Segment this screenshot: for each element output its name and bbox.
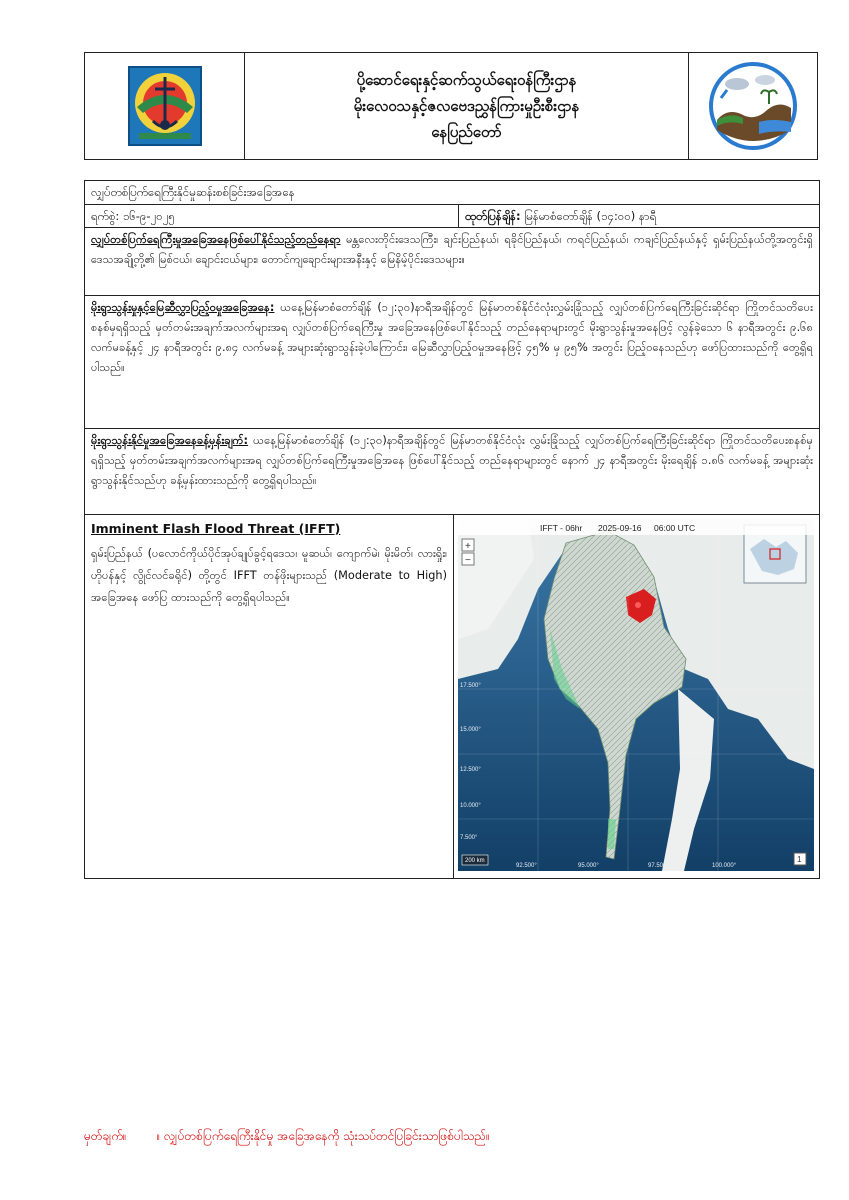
areas-section: [85, 228, 819, 296]
lat-label: 10.000°: [460, 803, 481, 809]
note-text: ။ လျှပ်တစ်ပြက်ရေကြီးနိုင်မှု အခြေအနေကို သုံးသပ်တင်ပြခြင်းသာဖြစ်ပါသည်။: [156, 1129, 490, 1143]
threat-spot: [635, 602, 641, 608]
areas-text: မန္တလေးတိုင်းဒေသကြီး၊ ချင်းပြည်နယ်၊ ရခိုင်ပြည်နယ်၊ ကရင်ပြည်နယ်၊ ကချင်ပြည်နယ်နှင့် ရှမ်းပြည်နယ်တို့အတွင်းရှိ ဒေသအချို့တို့၏ မြစ်ငယ်၊ ချောင်းငယ်များ၊ တောင်ကျချောင်းများအနီးနှင့် မြေနိမ့်ပိုင်းဒေသများ။: [91, 233, 813, 266]
scale-label: 200 km: [465, 858, 485, 864]
map-time: 06:00 UTC: [654, 523, 696, 533]
lat-label: 15.000°: [460, 727, 481, 733]
corner-badge: 1: [797, 855, 802, 864]
report-title: လျှပ်တစ်ပြက်ရေကြီးနိုင်မှုဆန်းစစ်ခြင်းအခြေအနေ: [91, 185, 295, 199]
ifft-text: ရှမ်းပြည်နယ် (ပလောင်ကိုယ်ပိုင်အုပ်ချုပ်ခွင့်ရဒေသ၊ မူဆယ်၊ ကျောက်မဲ၊ မိုးမိတ်၊ လားရှိုး၊ ဟိုပန်နှင့် လွိုင်လင်ခရိုင်) တို့တွင် IFFT တန်ဖိုးများသည် (Moderate to High) အခြေအနေ ဖော်ပြ ထားသည်ကို တွေ့ရှိရပါသည်။: [91, 547, 447, 604]
ifft-map-cell: [454, 515, 819, 878]
areas-heading: လျှပ်တစ်ပြက်ရေကြီးမှုအခြေအနေဖြစ်ပေါ်နိုင်သည့်တည်နေရာ: [91, 233, 341, 246]
header-title-block: [245, 53, 688, 159]
lon-label: 95.000°: [578, 863, 599, 869]
forecast-heading: မိုးရွာသွန်းနိုင်မှုအခြေအနေခန့်မှန်းချက်:: [91, 434, 249, 447]
department-name: မိုးလေဝသနှင့်ဇလဗေဒညွှန်ကြားမှုဦးစီးဌာန: [353, 97, 580, 115]
hydro-logo-cell: [688, 53, 817, 159]
issue-time-label: ထုတ်ပြန်ချိန်:: [465, 208, 521, 223]
issue-time-value: မြန်မာစံတော်ချိန် (၁၄:၀၀) နာရီ: [524, 208, 657, 223]
ifft-section: [85, 515, 819, 878]
rain-heading: မိုးရွာသွန်းမှုနှင့်မြေဆီလွှာပြည့်ဝမှုအခြေအနေ:: [91, 301, 275, 314]
rain-section: [85, 296, 819, 429]
report-date: ရက်စွဲ: ၁၆-၉-၂၀၂၅: [85, 205, 459, 227]
lat-label: 12.500°: [460, 767, 481, 773]
forecast-text: ယနေ့မြန်မာစံတော်ချိန် (၁၂:၃၀)နာရီအချိန်တွင် မြန်မာတစ်နိုင်ငံလုံး လွှမ်းခြုံသည့် လျှပ်တစ်ပြက်ရေကြီးခြင်းဆိုင်ရာ ကြိုတင်သတိပေးစနစ်မှရရှိသည့် မှတ်တမ်းအချက်အလက်များအရ လျှပ်တစ်ပြက်ရေကြီးမှုအခြေအနေ ဖြစ်ပေါ်နိုင်သည့် တည်နေရာများတွင် နောက် ၂၄ နာရီအတွင်း မိုးရေချိန် ၁.၈၆ လက်မခန့် အများဆုံး ရွာသွန်းနိုင်သည်ဟု ခန့်မှန်းထားသည်ကို တွေ့ရှိရပါသည်။: [91, 434, 814, 487]
lat-label: 17.500°: [460, 683, 481, 689]
report-title-row: [85, 181, 819, 205]
forecast-section: [85, 429, 819, 515]
zoom-in-icon: +: [465, 541, 471, 552]
ministry-logo-cell: [85, 53, 245, 159]
rain-text: ယနေ့မြန်မာစံတော်ချိန် (၁၂:၃၀)နာရီအချိန်တွင် မြန်မာတစ်နိုင်ငံလုံးလွှမ်းခြုံသည့် လျှပ်တစ်ပြက်ရေကြီးခြင်းဆိုင်ရာ ကြိုတင်သတိပေးစနစ်မှရရှိသည့် မှတ်တမ်းအချက်အလက်များအရ လျှပ်တစ်ပြက်ရေကြီးမှု အခြေအနေဖြစ်ပေါ်နိုင်သည့် တည်နေရာများတွင် မိုးရွာသွန်းမှုအနေဖြင့် လွန်ခဲ့သော ၆ နာရီအတွင်း ၉.၆၈ လက်မခန့်နှင့် ၂၄ နာရီအတွင်း ၉.၈၄ လက်မခန့် အများဆုံးရွာသွန်းခဲ့ပါကြောင်း၊ မြေဆီလွှာပြည့်ဝမှုအနေဖြင့် ၄၅% မှ ၉၅% အတွင်း ပြည့်ဝနေသည်ဟု ဖော်ပြထားသည်ကို တွေ့ရှိရပါသည်။: [91, 301, 813, 374]
ifft-map: [458, 519, 814, 871]
report-table: [84, 180, 820, 879]
lon-label: 97.500°: [648, 863, 669, 869]
zoom-out-icon: −: [465, 555, 471, 566]
water-cycle-icon: [707, 60, 799, 152]
lat-label: 7.500°: [460, 835, 478, 841]
city-name: နေပြည်တော်: [431, 123, 502, 141]
date-row: [85, 205, 819, 228]
map-date: 2025-09-16: [598, 523, 642, 533]
issue-time: [459, 205, 819, 227]
map-title: IFFT - 06hr: [540, 523, 583, 533]
lon-label: 100.000°: [712, 863, 737, 869]
ministry-name: ပို့ဆောင်ရေးနှင့်ဆက်သွယ်ရေးဝန်ကြီးဌာန: [356, 71, 577, 89]
report-header: [84, 52, 818, 160]
ifft-description: [85, 515, 454, 878]
lon-label: 92.500°: [516, 863, 537, 869]
ifft-title: Imminent Flash Flood Threat (IFFT): [91, 521, 341, 536]
ministry-emblem-icon: [125, 63, 205, 149]
note-label: မှတ်ချက်။: [84, 1129, 127, 1143]
footer-note: [84, 1128, 490, 1146]
